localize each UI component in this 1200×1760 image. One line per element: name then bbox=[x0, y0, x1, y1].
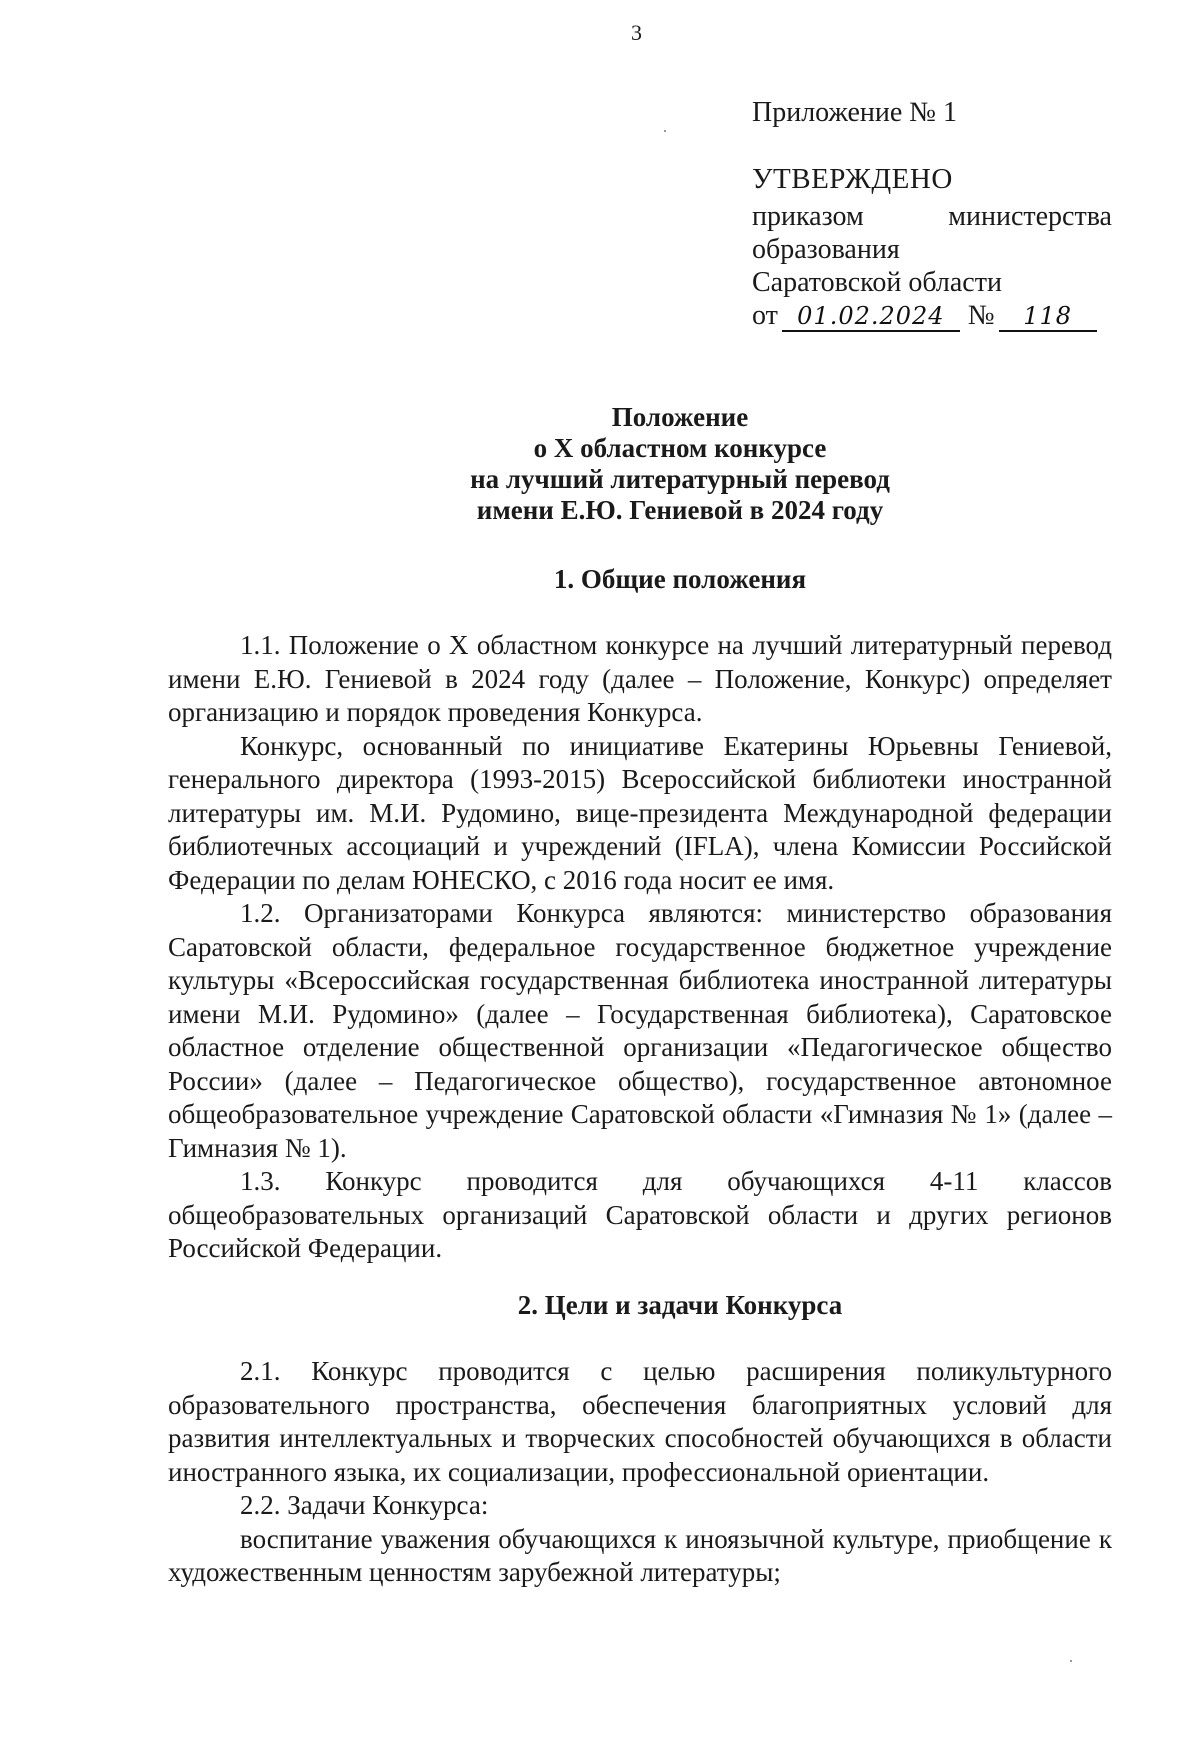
scan-speck bbox=[1070, 1660, 1072, 1662]
title-line-2: о X областном конкурсе bbox=[533, 433, 827, 463]
paragraph-2-2-item: воспитание уважения обучающихся к иноязычной культуре, приобщение к художественным ценностям зарубежной литературы; bbox=[168, 1523, 1112, 1587]
date-prefix: от bbox=[752, 300, 778, 331]
title-line-3: на лучший литературный перевод bbox=[470, 464, 890, 494]
paragraph-1-2: 1.2. Организаторами Конкурса являются: министерство образования Саратовской области, федеральное государственное бюджетное учреждение культуры «Всероссийская государственная библиотека иностранной литературы имени М.И. Рудомино» (далее – Государственная библиотека), Саратовское областное отделение общественной организации «Педагогическое общество России» (далее – Педагогическое общество), государственное автономное общеобразовательное учреждение Саратовской области «Гимназия № 1» (далее – Гимназия № 1). bbox=[168, 898, 1112, 1163]
section-2-heading: 2. Цели и задачи Конкурса bbox=[517, 1290, 843, 1320]
section-1-heading: 1. Общие положения bbox=[553, 564, 807, 594]
paragraph-1-1-founder: Конкурс, основанный по инициативе Екатерины Юрьевны Гениевой, генерального директора (1993-2015) Всероссийской библиотеки иностранной литературы им. М.И. Рудомино, вице-президента Международной федерации библиотечных ассоциаций и учреждений (IFLA), члена Комиссии Российской Федерации по делам ЮНЕСКО, с 2016 года носит ее имя. bbox=[168, 730, 1112, 895]
document-title bbox=[0, 402, 1200, 526]
page-number: 3 bbox=[631, 20, 642, 45]
paragraph-2-2: 2.2. Задачи Конкурса: bbox=[240, 1490, 489, 1520]
approved-stamp-text: УТВЕРЖДЕНО bbox=[752, 163, 953, 195]
approval-order-line bbox=[752, 200, 1112, 233]
number-prefix: № bbox=[967, 300, 995, 331]
approval-education-line: образования bbox=[752, 234, 900, 265]
handwritten-number: 118 bbox=[999, 302, 1097, 332]
handwritten-date: 01.02.2024 bbox=[782, 302, 960, 332]
approval-ministry-word: министерства bbox=[948, 201, 1112, 232]
title-line-4: имени Е.Ю. Гениевой в 2024 году bbox=[476, 495, 884, 525]
approval-by-word: приказом bbox=[752, 201, 864, 232]
section-2-body bbox=[168, 1355, 1112, 1590]
approval-date-line bbox=[752, 299, 1112, 332]
title-line-1: Положение bbox=[611, 402, 749, 432]
paragraph-2-1: 2.1. Конкурс проводится с целью расширения поликультурного образовательного пространства, обеспечения благоприятных условий для развития интеллектуальных и творческих способностей обучающихся в области иностранного языка, их социализации, профессиональной ориентации. bbox=[168, 1356, 1112, 1487]
paragraph-1-1: 1.1. Положение о X областном конкурсе на лучший литературный перевод имени Е.Ю. Гениевой в 2024 году (далее – Положение, Конкурс) определяет организацию и порядок проведения Конкурса. bbox=[168, 630, 1112, 727]
appendix-label: Приложение № 1 bbox=[752, 97, 957, 128]
paragraph-1-3: 1.3. Конкурс проводится для обучающихся 4-11 классов общеобразовательных организаций Саратовской области и других регионов Российской Федерации. bbox=[168, 1166, 1112, 1263]
approval-region-line: Саратовской области bbox=[752, 267, 1002, 298]
approval-block bbox=[752, 96, 1112, 332]
section-1-body bbox=[168, 629, 1112, 1266]
scan-speck bbox=[664, 130, 666, 132]
